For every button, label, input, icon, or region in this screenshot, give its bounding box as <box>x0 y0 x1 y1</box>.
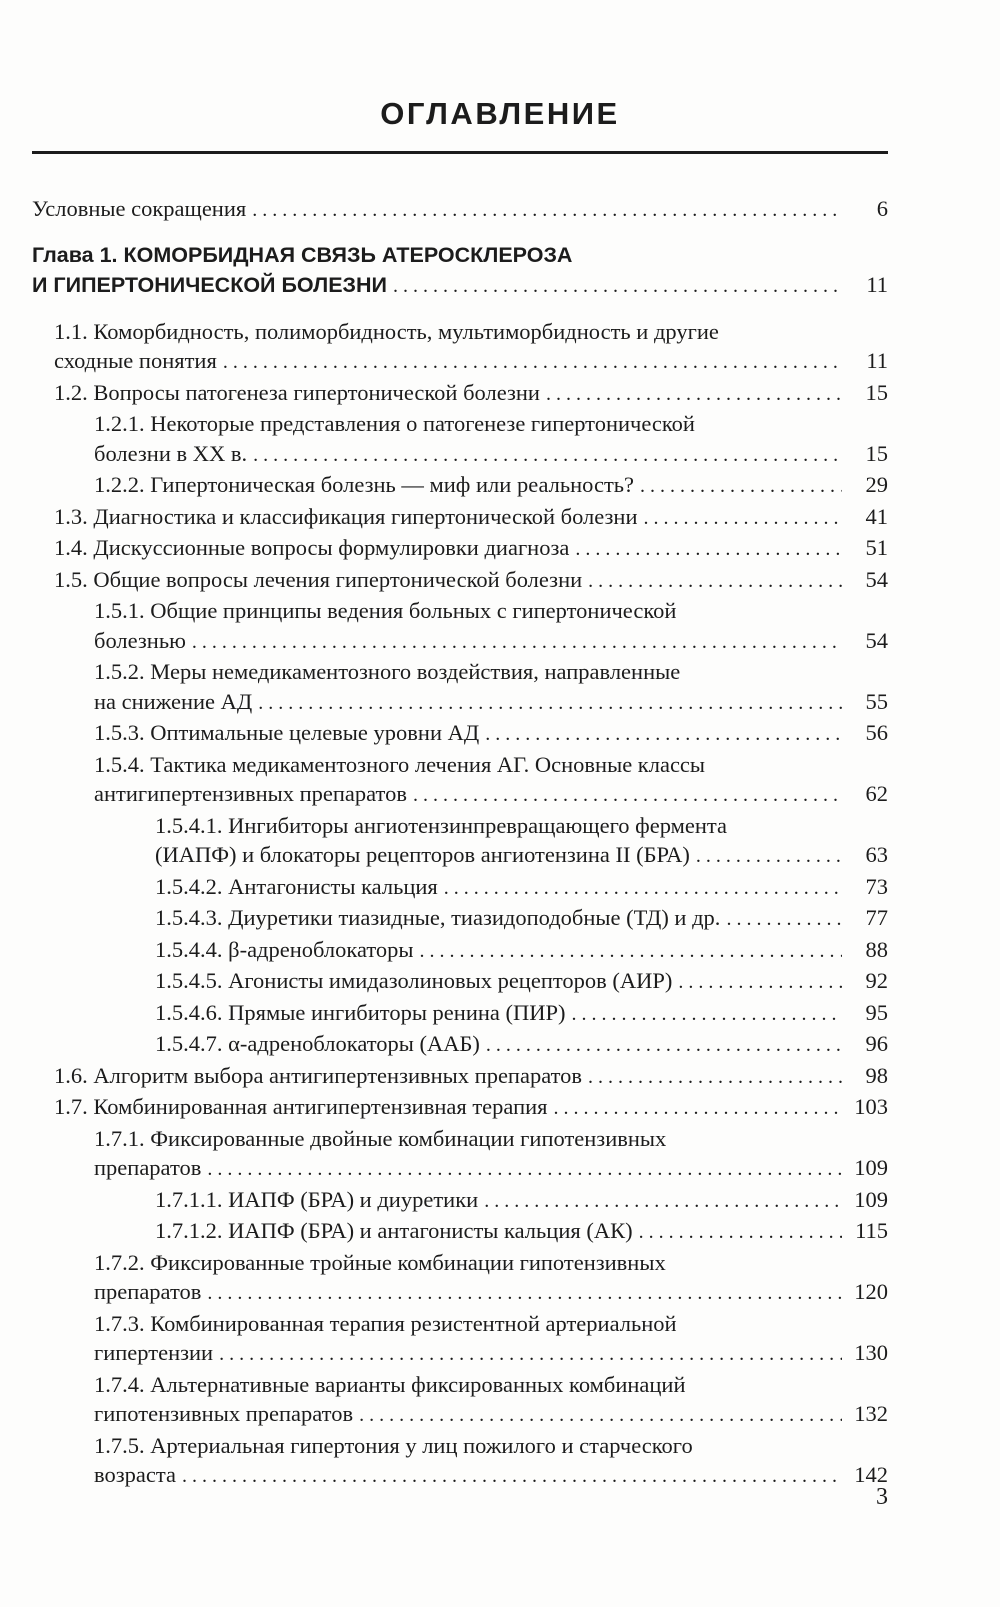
dot-leader <box>207 1155 842 1185</box>
toc-page-number: 56 <box>865 720 888 745</box>
toc-page-number: 15 <box>865 440 888 466</box>
toc-entry-title-line: 1.7.5. Артериальная гипертония у лиц пожилого и старческого <box>94 1432 693 1458</box>
toc-page-number: 62 <box>865 781 888 806</box>
title-divider <box>32 151 888 154</box>
page-number: 3 <box>876 1484 888 1510</box>
toc-entry[interactable] <box>32 872 888 904</box>
table-of-contents <box>32 194 888 1492</box>
dot-leader <box>678 968 842 998</box>
toc-entry-title-line: 1.6. Алгоритм выбора антигипертензивных препаратов <box>54 1062 583 1088</box>
toc-page-number: 29 <box>865 472 888 497</box>
toc-entry[interactable] <box>32 1185 888 1217</box>
toc-page-number: 115 <box>855 1218 888 1243</box>
toc-page-number: 54 <box>865 566 888 592</box>
toc-entry[interactable] <box>32 317 888 378</box>
toc-entry[interactable] <box>32 1124 888 1185</box>
toc-entry[interactable] <box>32 1029 888 1061</box>
dot-leader <box>192 628 842 658</box>
toc-page-number: 63 <box>865 842 888 867</box>
toc-page-number: 120 <box>854 1279 888 1304</box>
toc-entry-title-line: антигипертензивных препаратов <box>94 781 407 806</box>
toc-entry[interactable] <box>32 657 888 718</box>
toc-entry-title-line: Глава 1. КОМОРБИДНАЯ СВЯЗЬ АТЕРОСКЛЕРОЗА <box>32 242 573 267</box>
toc-page-number: 6 <box>876 196 888 221</box>
toc-page-number: 142 <box>854 1462 888 1487</box>
page-title: ОГЛАВЛЕНИЕ <box>380 96 620 131</box>
toc-entry[interactable] <box>32 903 888 935</box>
toc-entry-title-line: 1.5.4.7. α-адреноблокаторы (ААБ) <box>155 1031 480 1056</box>
toc-page-number: 54 <box>865 627 888 653</box>
toc-entry[interactable] <box>32 194 888 226</box>
toc-entry-title-line: 1.4. Дискуссионные вопросы формулировки диагноза <box>54 535 570 560</box>
toc-page-number: 109 <box>854 1155 888 1180</box>
dot-leader <box>359 1401 842 1431</box>
toc-entry-title-line: препаратов <box>94 1155 202 1180</box>
toc-entry-title-line: сходные понятия <box>54 348 217 373</box>
dot-leader <box>207 1279 842 1309</box>
toc-page-number: 130 <box>854 1340 888 1365</box>
toc-entry-title-line: 1.2. Вопросы патогенеза гипертонической болезни <box>54 379 540 405</box>
toc-page-number: 77 <box>865 905 888 930</box>
dot-leader <box>219 1340 842 1370</box>
toc-page-number: 92 <box>865 968 888 993</box>
dot-leader <box>554 1094 842 1124</box>
toc-entry-title-line: 1.7.1.1. ИАПФ (БРА) и диуретики <box>155 1186 479 1212</box>
toc-page-number: 41 <box>865 503 888 529</box>
toc-page-number: 109 <box>854 1186 888 1212</box>
toc-entry[interactable] <box>32 565 888 597</box>
toc-entry-title-line: Условные сокращения <box>32 196 247 221</box>
toc-entry[interactable] <box>32 1370 888 1431</box>
dot-leader <box>588 1063 842 1093</box>
toc-entry[interactable] <box>32 1309 888 1370</box>
toc-page-number: 15 <box>865 379 888 405</box>
toc-entry-title-line: 1.5. Общие вопросы лечения гипертонической болезни <box>54 566 583 592</box>
toc-entry-title-line: 1.5.4.6. Прямые ингибиторы ренина (ПИР) <box>155 999 566 1025</box>
toc-entry-title-line: 1.7.3. Комбинированная терапия резистентной артериальной <box>94 1310 677 1336</box>
dot-leader <box>639 1218 842 1248</box>
toc-entry[interactable] <box>32 1431 888 1492</box>
dot-leader <box>588 567 842 597</box>
dot-leader <box>444 874 842 904</box>
toc-entry-title-line: гипертензии <box>94 1340 214 1365</box>
toc-entry-title-line: 1.5.4.1. Ингибиторы ангиотензинпревращающего фермента <box>155 812 727 838</box>
toc-entry[interactable] <box>32 811 888 872</box>
toc-entry[interactable] <box>32 378 888 410</box>
toc-page-number: 98 <box>865 1062 888 1088</box>
dot-leader <box>258 689 842 719</box>
toc-entry[interactable] <box>32 1061 888 1093</box>
toc-page-number: 73 <box>865 873 888 899</box>
toc-page-number: 51 <box>865 535 888 560</box>
dot-leader <box>253 441 842 471</box>
dot-leader <box>644 504 842 534</box>
dot-leader <box>485 720 842 750</box>
toc-entry[interactable] <box>32 1216 888 1248</box>
toc-entry[interactable] <box>32 502 888 534</box>
toc-entry[interactable] <box>32 1092 888 1124</box>
toc-entry-title-line: 1.2.1. Некоторые представления о патогенезе гипертонической <box>94 411 695 436</box>
toc-entry-title-line: (ИАПФ) и блокаторы рецепторов ангиотензина II (БРА) <box>155 842 690 867</box>
toc-entry-title-line: гипотензивных препаратов <box>94 1401 354 1426</box>
toc-entry[interactable] <box>32 966 888 998</box>
toc-entry-title-line: на снижение АД <box>94 688 253 714</box>
dot-leader <box>546 380 842 410</box>
dot-leader <box>413 781 842 811</box>
toc-entry-title-line: 1.5.4.5. Агонисты имидазолиновых рецепторов (АИР) <box>155 968 673 993</box>
toc-entry-title-line: возраста <box>94 1462 176 1487</box>
toc-page-number: 96 <box>865 1031 888 1056</box>
toc-entry-title-line: препаратов <box>94 1279 202 1304</box>
toc-entry[interactable] <box>32 596 888 657</box>
toc-entry-title-line: 1.3. Диагностика и классификация гипертонической болезни <box>54 503 638 529</box>
toc-chapter-entry[interactable] <box>32 241 888 302</box>
toc-entry-title-line: 1.5.3. Оптимальные целевые уровни АД <box>94 720 480 745</box>
dot-leader <box>252 196 842 226</box>
toc-page-number: 132 <box>854 1401 888 1426</box>
toc-entry-title-line: 1.7. Комбинированная антигипертензивная терапия <box>54 1094 548 1119</box>
toc-entry-title-line: болезни в XX в. <box>94 440 248 466</box>
dot-leader <box>572 1000 842 1030</box>
dot-leader <box>726 905 842 935</box>
dot-leader <box>420 937 842 967</box>
toc-entry-title-line: болезнью <box>94 627 186 653</box>
toc-entry-title-line: 1.5.4.2. Антагонисты кальция <box>155 873 438 899</box>
toc-entry[interactable] <box>32 998 888 1030</box>
toc-entry[interactable] <box>32 718 888 750</box>
toc-page-number: 55 <box>865 688 888 714</box>
toc-page-number: 88 <box>865 936 888 962</box>
dot-leader <box>640 472 842 502</box>
toc-page-number: 11 <box>866 272 888 297</box>
toc-entry-title-line: 1.5.4.4. β-адреноблокаторы <box>155 936 414 962</box>
toc-entry-title-line: 1.5.1. Общие принципы ведения больных с гипертонической <box>94 598 677 623</box>
toc-page-number: 103 <box>854 1094 888 1119</box>
toc-entry-title-line: 1.1. Коморбидность, полиморбидность, мультиморбидность и другие <box>54 318 719 344</box>
toc-entry[interactable] <box>32 533 888 565</box>
toc-entry-title-line: 1.7.2. Фиксированные тройные комбинации гипотензивных <box>94 1249 666 1275</box>
toc-entry[interactable] <box>32 935 888 967</box>
toc-entry[interactable] <box>32 1248 888 1309</box>
toc-entry-title-line: 1.7.1. Фиксированные двойные комбинации гипотензивных <box>94 1125 667 1151</box>
dot-leader <box>484 1187 842 1217</box>
toc-entry-title-line: И ГИПЕРТОНИЧЕСКОЙ БОЛЕЗНИ <box>32 273 387 297</box>
dot-leader <box>575 535 842 565</box>
toc-entry-title-line: 1.5.4.3. Диуретики тиазидные, тиазидоподобные (ТД) и др. <box>155 905 721 930</box>
dot-leader <box>223 348 842 378</box>
toc-entry[interactable] <box>32 409 888 470</box>
toc-entry-title-line: 1.5.4. Тактика медикаментозного лечения АГ. Основные классы <box>94 751 706 777</box>
toc-entry[interactable] <box>32 750 888 811</box>
dot-leader <box>696 842 842 872</box>
toc-entry-title-line: 1.5.2. Меры немедикаментозного воздействия, направленные <box>94 659 681 684</box>
dot-leader <box>486 1031 842 1061</box>
dot-leader <box>393 272 842 302</box>
toc-entry-title-line: 1.2.2. Гипертоническая болезнь — миф или реальность? <box>94 472 635 497</box>
toc-page-number: 11 <box>866 348 888 373</box>
dot-leader <box>182 1462 842 1492</box>
toc-page-number: 95 <box>865 999 888 1025</box>
toc-entry-title-line: 1.7.1.2. ИАПФ (БРА) и антагонисты кальция (АК) <box>155 1218 633 1243</box>
toc-entry-title-line: 1.7.4. Альтернативные варианты фиксированных комбинаций <box>94 1371 686 1397</box>
toc-entry[interactable] <box>32 470 888 502</box>
